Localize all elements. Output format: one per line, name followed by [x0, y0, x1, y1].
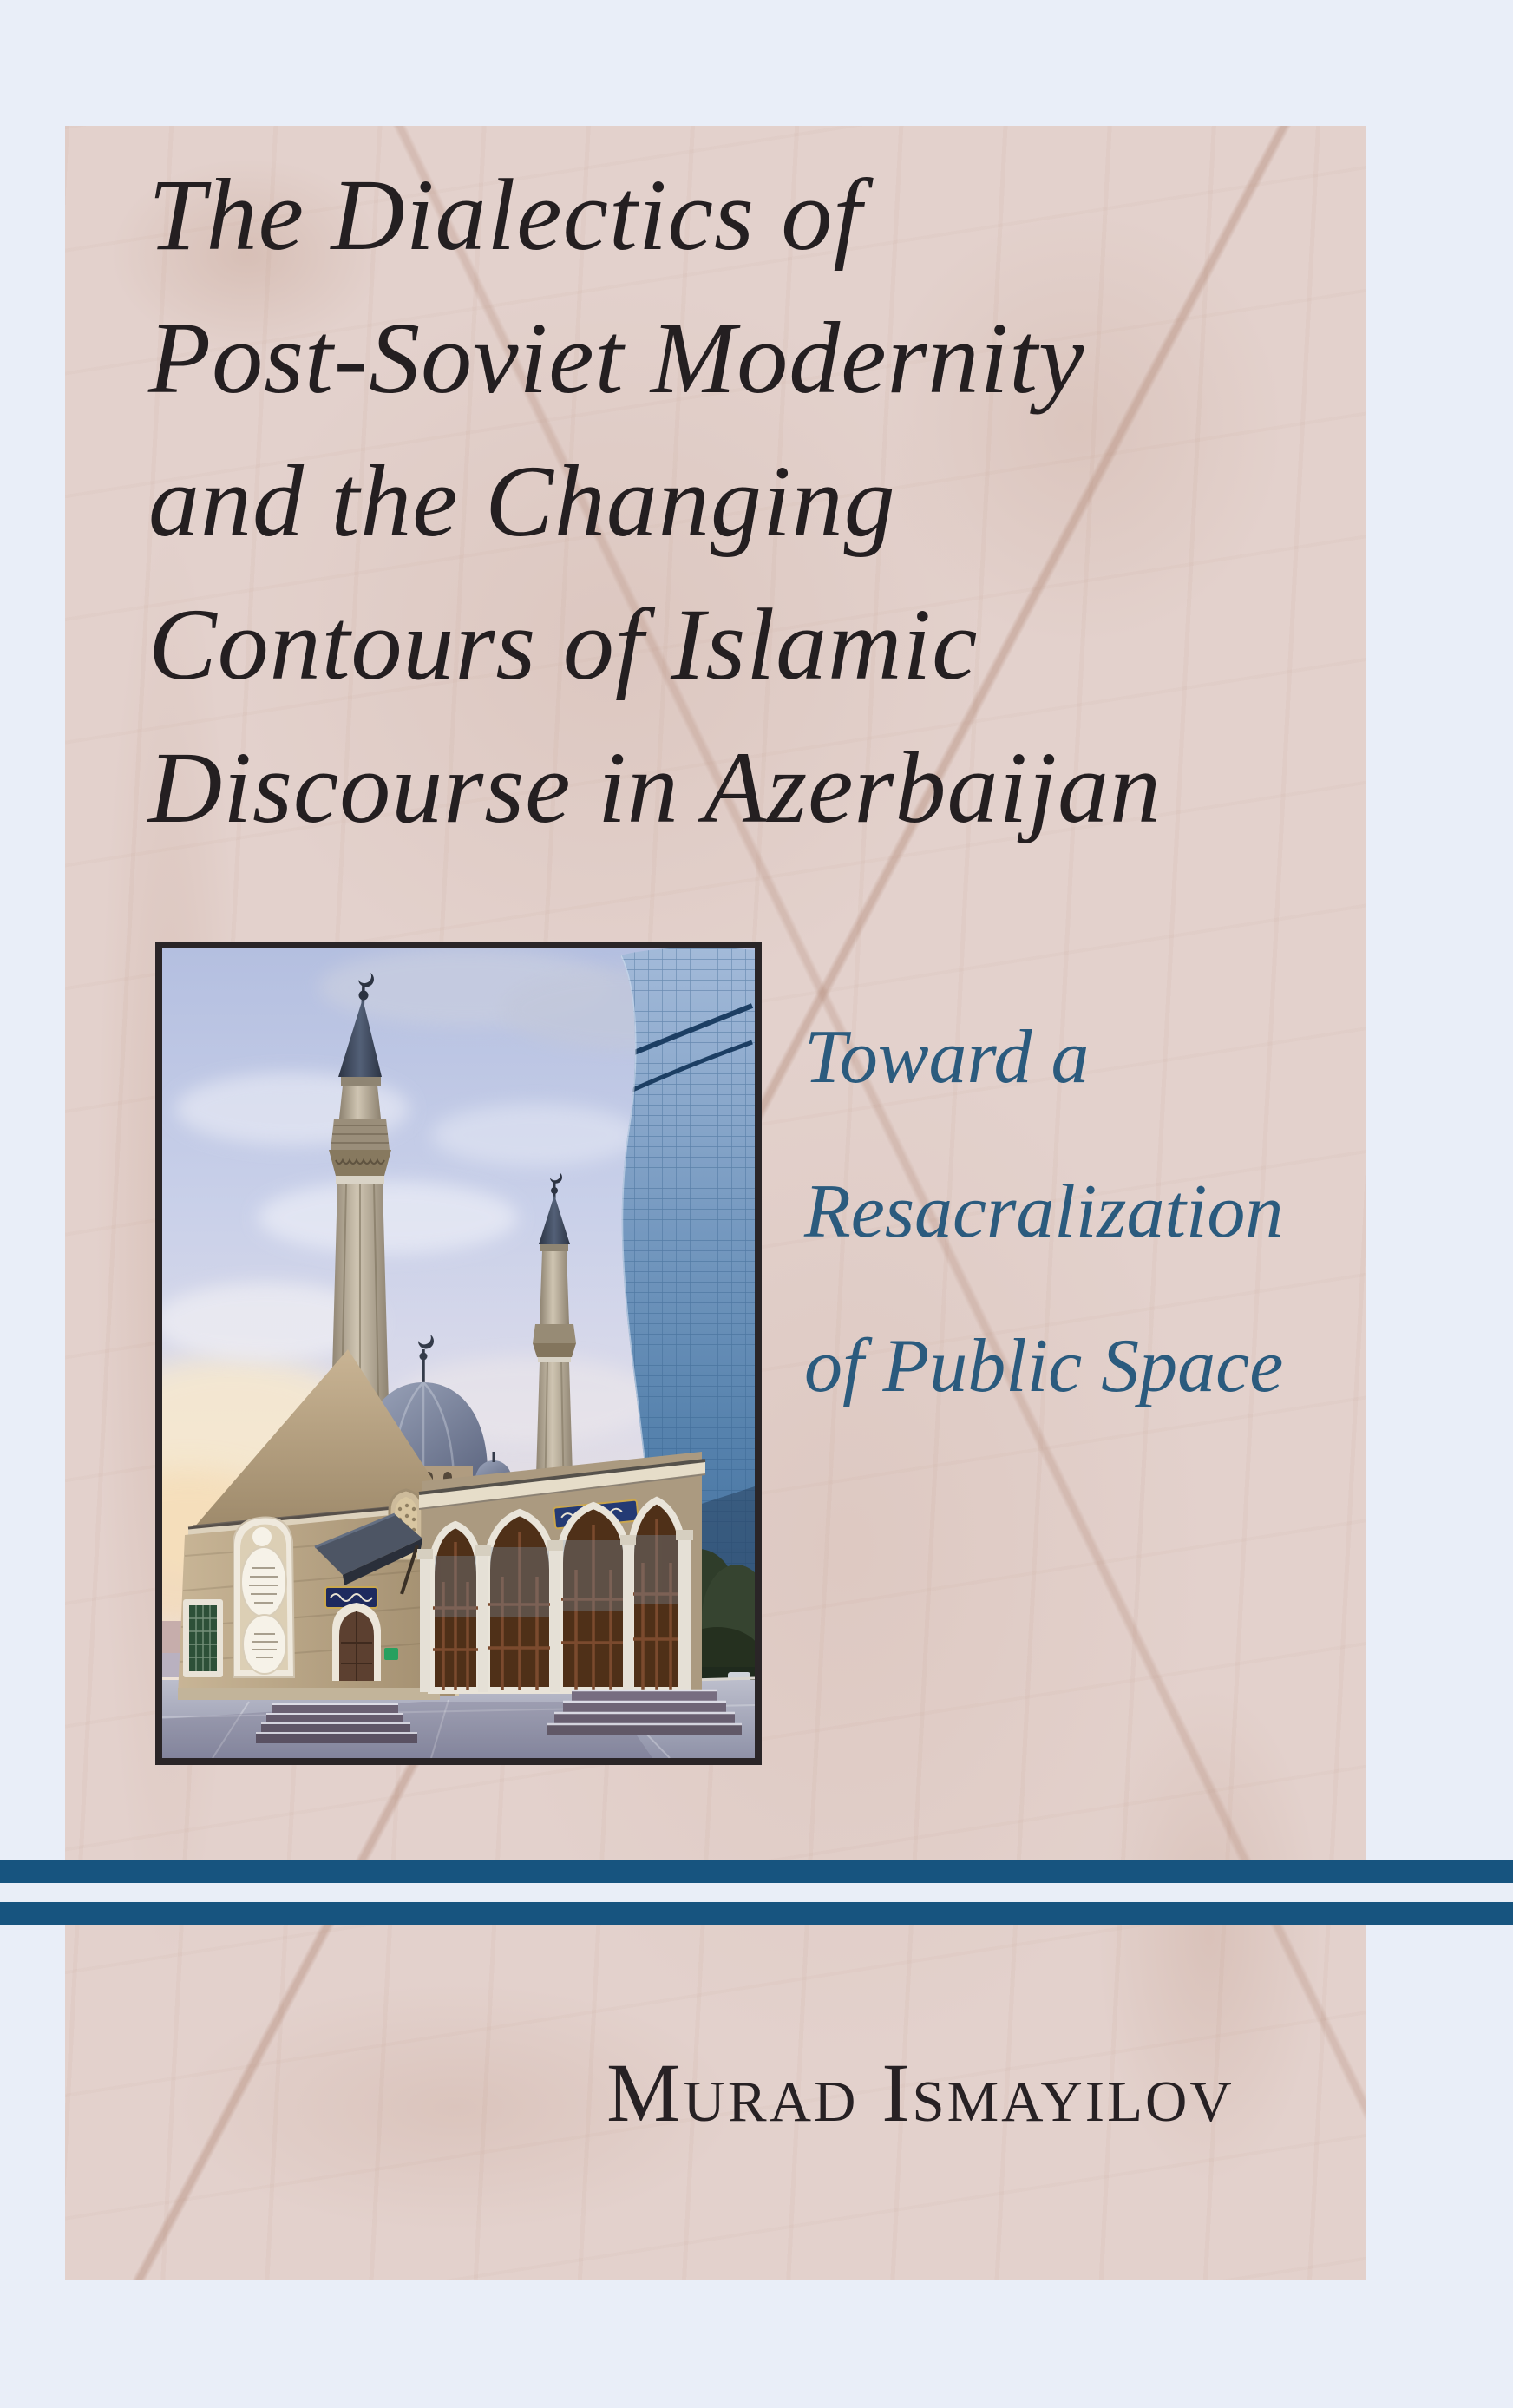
subtitle-line-3: of Public Space: [804, 1324, 1284, 1408]
title-line-2: Post-Soviet Modernity: [148, 301, 1085, 415]
mosque-entrance: [417, 1452, 742, 1735]
subtitle-line-1: Toward a: [804, 1015, 1090, 1099]
entrance-steps: [547, 1690, 742, 1735]
book-cover: [65, 126, 1366, 2280]
subtitle-line-2: Resacralization: [804, 1170, 1284, 1254]
green-grille-window: [183, 1599, 223, 1677]
calligraphy-panel: [233, 1518, 294, 1677]
cover-photo: [155, 942, 762, 1765]
accent-stripe-bottom: [0, 1902, 1513, 1925]
title-line-5: Discourse in Azerbaijan: [148, 731, 1163, 844]
accent-stripe-gap: [0, 1883, 1513, 1902]
author-name: Murad Ismayilov: [606, 2046, 1235, 2139]
accent-stripe-top: [0, 1860, 1513, 1883]
title-line-4: Contours of Islamic: [148, 587, 979, 701]
title-line-3: and the Changing: [148, 444, 896, 558]
mosque-photo-illustration: [162, 948, 755, 1758]
title-line-1: The Dialectics of: [148, 158, 863, 272]
book-subtitle: [804, 981, 1342, 1444]
green-plaque: [384, 1648, 398, 1660]
side-steps: [256, 1704, 417, 1743]
book-title: [148, 143, 1328, 859]
